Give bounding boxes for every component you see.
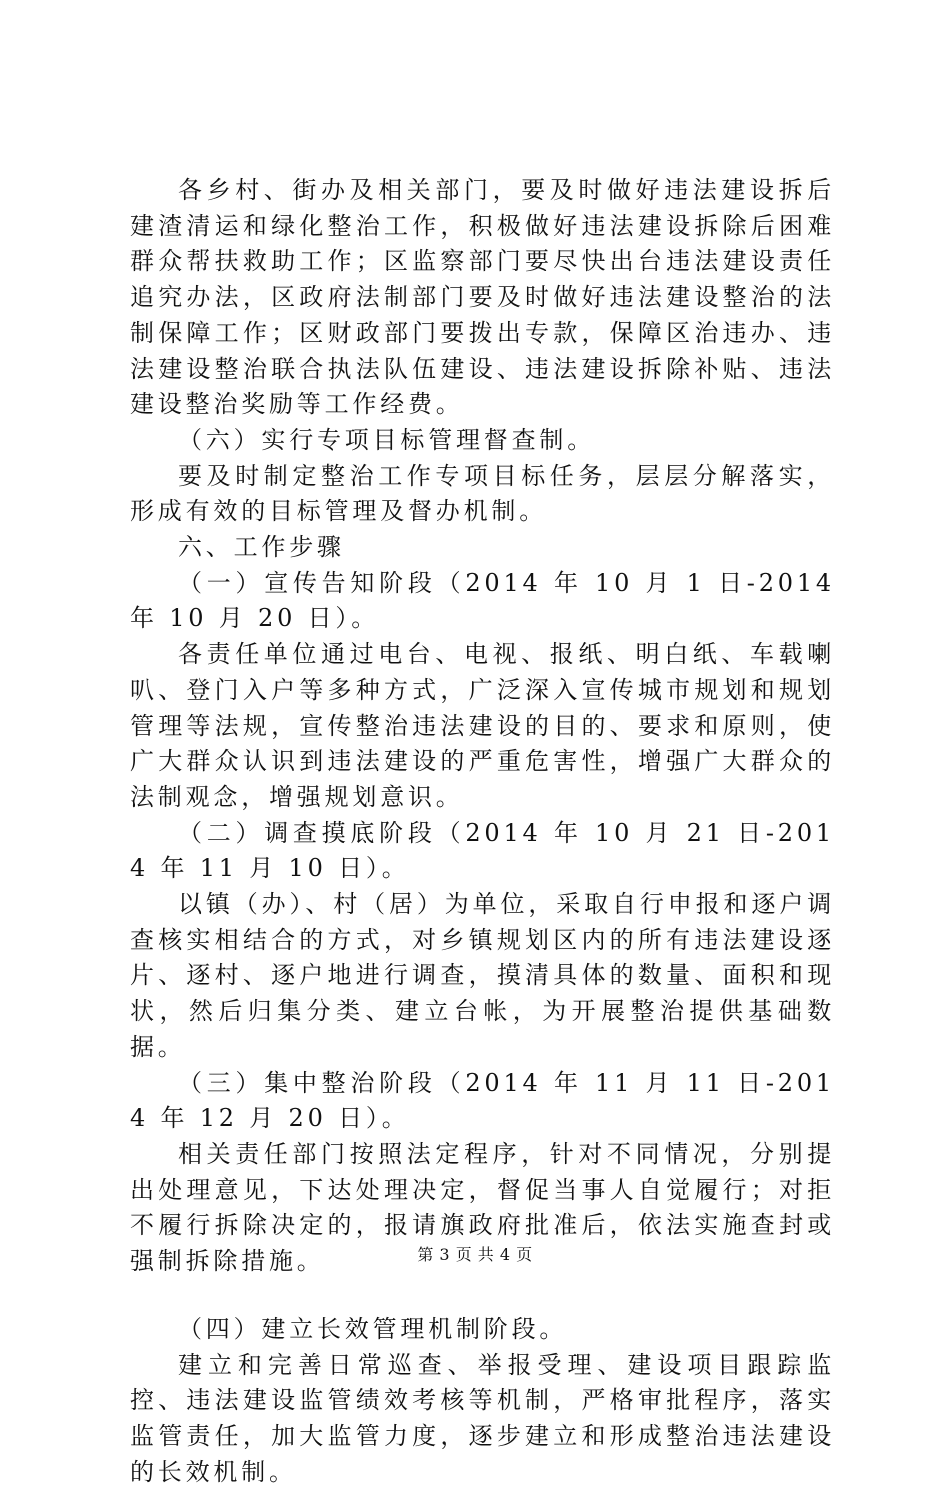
- paragraph-survey: 以镇（办）、村（居）为单位，采取自行申报和逐户调查核实相结合的方式，对乡镇规划区内的所有违法建设逐片、逐村、逐户地进行调查，摸清具体的数量、面积和现状，然后归集分类、建立台帐，为开展整治提供基础数据。: [130, 887, 835, 1066]
- heading-survey-stage: （二）调查摸底阶段（2014 年 10 月 21 日-2014 年 11 月 10 日）。: [130, 816, 835, 887]
- paragraph-cleanup-support: 各乡村、街办及相关部门，要及时做好违法建设拆后建渣清运和绿化整治工作，积极做好违法建设拆除后困难群众帮扶救助工作；区监察部门要尽快出台违法建设责任追究办法，区政府法制部门要及时做好违法建设整治的法制保障工作；区财政部门要拨出专款，保障区治违办、违法建设整治联合执法队伍建设、违法建设拆除补贴、违法建设整治奖励等工作经费。: [130, 173, 835, 423]
- document-body: [130, 173, 835, 1490]
- page-number-footer: 第 3 页 共 4 页: [0, 1242, 950, 1265]
- heading-special-target-management: （六）实行专项目标管理督查制。: [130, 423, 835, 459]
- heading-rectification-stage: （三）集中整治阶段（2014 年 11 月 11 日-2014 年 12 月 20 日）。: [130, 1066, 835, 1137]
- heading-long-term-mechanism: （四）建立长效管理机制阶段。: [130, 1312, 835, 1348]
- paragraph-spacer: [130, 1280, 835, 1312]
- heading-publicity-stage: （一）宣传告知阶段（2014 年 10 月 1 日-2014 年 10 月 20 日）。: [130, 566, 835, 637]
- paragraph-rectification: 相关责任部门按照法定程序，针对不同情况，分别提出处理意见，下达处理决定，督促当事人自觉履行；对拒不履行拆除决定的，报请旗政府批准后，依法实施查封或强制拆除措施。: [130, 1137, 835, 1280]
- paragraph-publicity: 各责任单位通过电台、电视、报纸、明白纸、车载喇叭、登门入户等多种方式，广泛深入宣传城市规划和规划管理等法规，宣传整治违法建设的目的、要求和原则，使广大群众认识到违法建设的严重危害性，增强广大群众的法制观念，增强规划意识。: [130, 637, 835, 816]
- paragraph-target-tasks: 要及时制定整治工作专项目标任务，层层分解落实，形成有效的目标管理及督办机制。: [130, 459, 835, 530]
- heading-work-steps: 六、工作步骤: [130, 530, 835, 566]
- paragraph-long-term-mechanism: 建立和完善日常巡查、举报受理、建设项目跟踪监控、违法建设监管绩效考核等机制，严格审批程序，落实监管责任，加大监管力度，逐步建立和形成整治违法建设的长效机制。: [130, 1348, 835, 1490]
